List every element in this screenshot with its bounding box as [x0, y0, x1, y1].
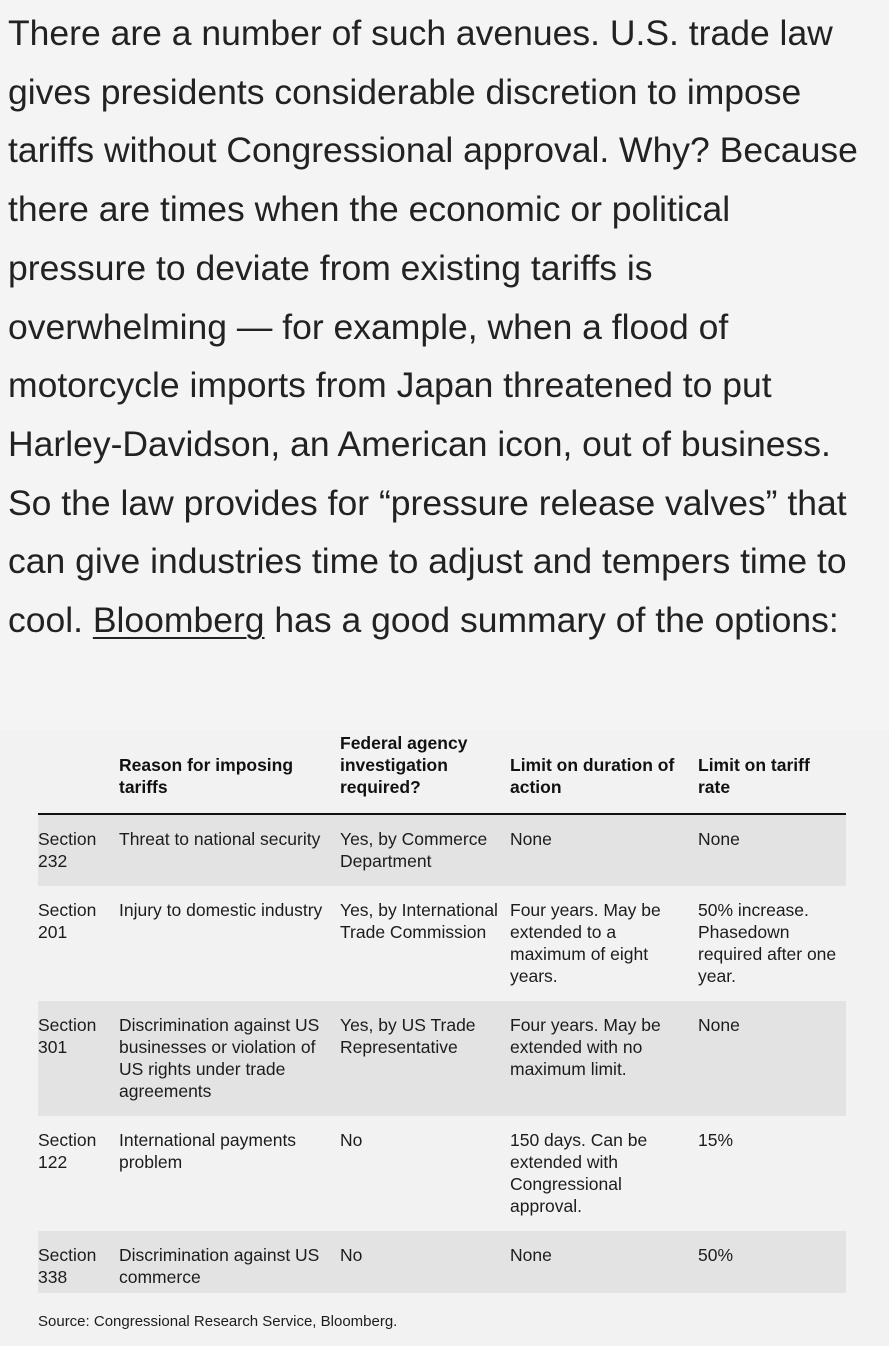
row-section: Section 232 — [38, 829, 97, 871]
bloomberg-link[interactable]: Bloomberg — [92, 600, 265, 641]
row-reason: Discrimination against US businesses or violation of US rights under trade agreements — [119, 1015, 320, 1101]
row-rate: None — [698, 1015, 740, 1035]
row-investigation: Yes, by US Trade Representative — [340, 1015, 476, 1057]
row-duration: None — [510, 1245, 552, 1265]
row-rate: 15% — [698, 1130, 734, 1150]
article-line: So the law provides for “pressure release valves” that — [8, 482, 847, 523]
row-investigation: No — [340, 1130, 363, 1150]
row-reason: Injury to domestic industry — [119, 900, 323, 920]
row-duration: None — [510, 829, 552, 849]
row-reason: Discrimination against US commerce — [119, 1245, 320, 1287]
article-line: overwhelming — for example, when a flood of — [8, 306, 729, 347]
row-rate: 50% increase. Phasedown required after one year. — [698, 900, 837, 986]
row-section: Section 338 — [38, 1245, 97, 1287]
article-line-last — [8, 591, 888, 650]
article-body — [8, 4, 888, 650]
article-line: tariffs without Congressional approval. Why? Because — [8, 130, 858, 171]
row-duration: Four years. May be extended to a maximum of eight years. — [510, 900, 661, 986]
article-line: There are a number of such avenues. U.S. trade law — [8, 13, 833, 53]
row-investigation: No — [340, 1245, 363, 1265]
article-line: Harley-Davidson, an American icon, out of business. — [8, 423, 831, 464]
row-section: Section 301 — [38, 1015, 97, 1057]
header-rate: Limit on tariff rate — [698, 755, 810, 797]
row-investigation: Yes, by International Trade Commission — [340, 900, 498, 942]
article-text: has a good summary of the options: — [264, 600, 839, 641]
table-row — [38, 815, 846, 886]
row-section: Section 122 — [38, 1130, 97, 1172]
article-line: pressure to deviate from existing tariffs is — [8, 247, 653, 288]
tariff-options-table — [0, 730, 889, 1346]
article-line: gives presidents considerable discretion to impose — [8, 71, 802, 112]
row-rate: None — [698, 829, 740, 849]
row-investigation: Yes, by Commerce Department — [340, 829, 488, 871]
row-section: Section 201 — [38, 900, 97, 942]
source-note: Source: Congressional Research Service, Bloomberg. — [38, 1313, 398, 1330]
row-duration: Four years. May be extended with no maximum limit. — [510, 1015, 661, 1079]
table-row — [38, 1001, 846, 1116]
article-line: motorcycle imports from Japan threatened to put — [8, 365, 772, 406]
header-investigation: Federal agency investigation required? — [340, 733, 468, 797]
row-reason: International payments problem — [119, 1130, 297, 1172]
row-rate: 50% — [698, 1245, 734, 1265]
row-duration: 150 days. Can be extended with Congressional approval. — [510, 1130, 648, 1216]
header-reason: Reason for imposing tariffs — [119, 755, 294, 797]
article-line: can give industries time to adjust and tempers time to — [8, 541, 847, 582]
article-text: cool. — [8, 600, 93, 641]
table-row — [38, 1116, 846, 1231]
table-row — [38, 1231, 846, 1293]
row-reason: Threat to national security — [119, 829, 321, 849]
article-line: there are times when the economic or political — [8, 189, 731, 230]
header-duration: Limit on duration of action — [510, 755, 675, 797]
table-header — [38, 730, 846, 814]
table-row — [38, 886, 846, 1001]
